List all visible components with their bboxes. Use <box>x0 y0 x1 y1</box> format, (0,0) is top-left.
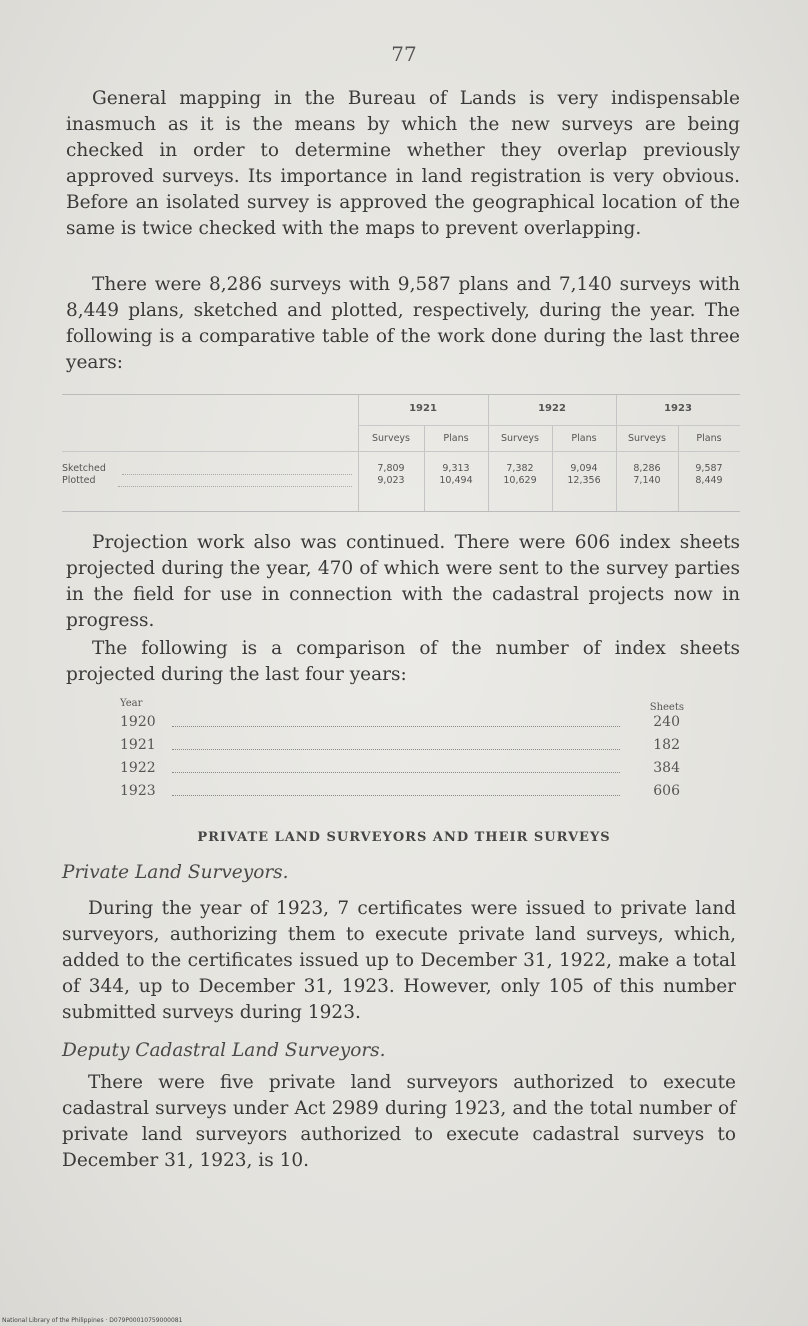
paragraph-general-mapping: General mapping in the Bureau of Lands is very indispensable inasmuch as it is the means by which the new surveys are being checked in order to determine whether they overlap previously approved surveys. Its importance in land registration is very obvious. Before an isolated survey is approved the geographical location of the same is twice checked with the maps to prevent overlapping. <box>66 88 740 239</box>
index-row <box>120 783 690 806</box>
paragraph-private-surveyors: During the year of 1923, 7 certificates were issued to private land surveyors, authorizing them to execute private land surveys, which, added to the certificates issued up to December 31, 1922, make a total of 344, up to December 31, 1923. However, only 105 of this number submitted surveys during 1923. <box>62 898 736 1023</box>
table-cell: 9,313 <box>442 463 470 474</box>
index-row <box>120 737 690 760</box>
table-cell: 8,286 <box>633 463 661 474</box>
subheading-deputy-surveyors: Deputy Cadastral Land Surveyors. <box>62 1040 386 1061</box>
index-year: 1922 <box>120 760 156 776</box>
index-sheets-table <box>120 698 690 806</box>
index-header-sheets: Sheets <box>649 702 684 713</box>
table-cell: 8,449 <box>695 475 723 486</box>
index-sheets-value: 384 <box>653 760 680 776</box>
index-year: 1920 <box>120 714 156 730</box>
index-year: 1923 <box>120 783 156 799</box>
table-subheader: Plans <box>696 433 722 444</box>
table-year-header: 1923 <box>664 403 692 414</box>
section-heading: PRIVATE LAND SURVEYORS AND THEIR SURVEYS <box>197 830 611 845</box>
comparative-work-table <box>62 394 740 512</box>
table-cell: 7,382 <box>506 463 534 474</box>
index-year: 1921 <box>120 737 156 753</box>
paragraph-index-comparison: The following is a comparison of the number of index sheets projected during the last four years: <box>66 638 740 685</box>
table-cell: 10,629 <box>503 475 537 486</box>
index-header-year: Year <box>120 698 143 709</box>
table-cell: 10,494 <box>439 475 473 486</box>
table-cell: 9,094 <box>570 463 598 474</box>
paragraph-projection-work: Projection work also was continued. There were 606 index sheets projected during the year, 470 of which were sent to the survey parties in the field for use in connection with the cadastral projects now in progress. <box>66 532 740 631</box>
table-year-header: 1921 <box>409 403 437 414</box>
index-sheets-value: 240 <box>653 714 680 730</box>
table-cell: 9,023 <box>377 475 405 486</box>
footer-watermark: National Library of the Philippines · D079P00010759000081 <box>2 1317 183 1324</box>
page-number: 77 <box>391 42 417 66</box>
table-subheader: Surveys <box>501 433 539 444</box>
index-sheets-value: 606 <box>653 783 680 799</box>
table-cell: 12,356 <box>567 475 601 486</box>
table-subheader: Plans <box>571 433 597 444</box>
table-subheader: Surveys <box>372 433 410 444</box>
table-subheader: Plans <box>443 433 469 444</box>
table-cell: 7,140 <box>633 475 661 486</box>
table-year-header: 1922 <box>538 403 566 414</box>
index-row <box>120 714 690 737</box>
paragraph-deputy-surveyors: There were five private land surveyors authorized to execute cadastral surveys under Act 2989 during 1923, and the total number of private land surveyors authorized to execute cadastral surveys to December 31, 1923, is 10. <box>62 1072 736 1171</box>
index-row <box>120 760 690 783</box>
subheading-private-surveyors: Private Land Surveyors. <box>62 862 289 883</box>
index-sheets-value: 182 <box>653 737 680 753</box>
table-subheader: Surveys <box>628 433 666 444</box>
paragraph-surveys-summary: There were 8,286 surveys with 9,587 plans and 7,140 surveys with 8,449 plans, sketched and plotted, respectively, during the year. The following is a comparative table of the work done during the last three years: <box>66 274 740 373</box>
table-cell: 9,587 <box>695 463 723 474</box>
table-row-label: Sketched <box>62 463 106 474</box>
table-row-label: Plotted <box>62 475 96 486</box>
table-cell: 7,809 <box>377 463 405 474</box>
